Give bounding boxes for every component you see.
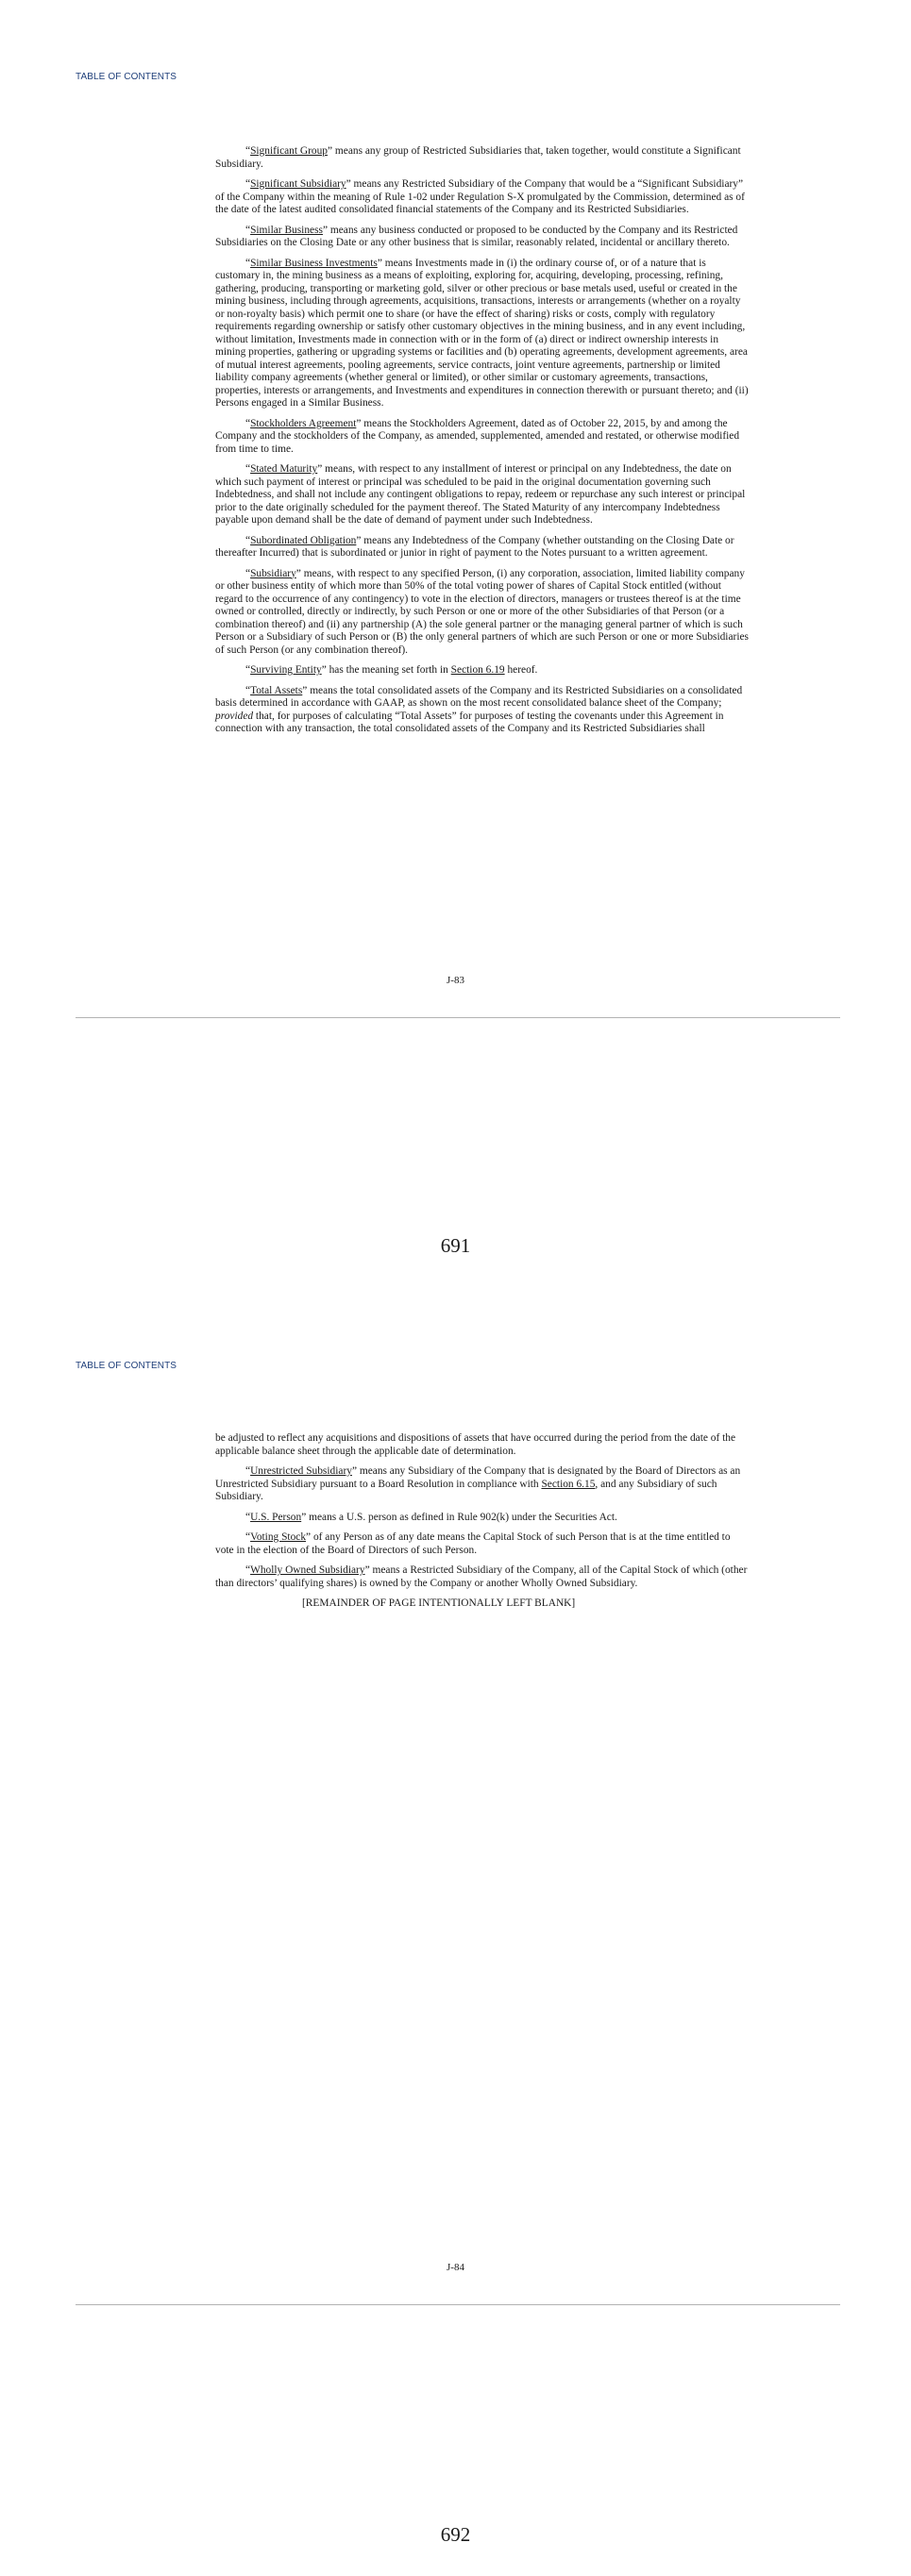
page-number: 691 (440, 1234, 471, 1257)
definition-similar-business: “Similar Business” means any business conducted or proposed to be conducted by the Company and its Restricted Subsidiaries on the Closing Date or any other business that is similar, reasonably related, incidental or ancillary thereto. (215, 224, 738, 248)
definition-unrestricted-subsidiary: “Unrestricted Subsidiary” means any Subsidiary of the Company that is designated by the Board of Directors as an Unrestricted Subsidiary pursuant to a Board Resolution in compliance with Section 6.15, and any Subsidiary of such Subsidiary. (215, 1465, 741, 1502)
page-number: 692 (440, 2523, 471, 2546)
remainder-blank-note: [REMAINDER OF PAGE INTENTIONALLY LEFT BLANK] (302, 1597, 576, 1609)
section-6-19-link[interactable]: Section 6.19 (450, 664, 505, 676)
definition-surviving-entity: “Surviving Entity” has the meaning set forth in Section 6.19 hereof. (245, 664, 538, 676)
table-of-contents-link[interactable]: TABLE OF CONTENTS (76, 1361, 177, 1371)
definition-similar-business-investments: “Similar Business Investments” means Investments made in (i) the ordinary course of, or of a nature that is customary in, the mining business as a means of exploiting, exploring for, acquiring, developing, processing, refining, gathering, producing, transporting or marketing gold, silver or other precious or base metals used, useful or created in the mining business, including through agreements, acquisitions, transactions, interests or arrangements (whether on a royalty or non-royalty basis) which permit one to share (or have the effect of sharing) risks or costs, comply with regulatory requirements regarding ownership or satisfy other customary objectives in the mining business, and in any event including, without limitation, Investments made in connection with or in the form of (a) direct or indirect ownership interests in mining properties, gathering or upgrading systems or facilities and (b) operating agreements, development agreements, area of mutual interest agreements, pooling agreements, service contracts, joint venture agreements, partnership or limited liability company agreements (whether general or limited), or other similar or customary agreements, transactions, properties, interests or arrangements, and Investments and expenditures in connection therewith or pursuant thereto; and (ii) Persons engaged in a Similar Business. (215, 257, 749, 409)
definition-significant-group: “Significant Group” means any group of Restricted Subsidiaries that, taken together, would constitute a Significant Subsidiary. (215, 145, 741, 170)
definition-wholly-owned-subsidiary: “Wholly Owned Subsidiary” means a Restricted Subsidiary of the Company, all of the Capital Stock of which (other than directors’ qualifying shares) is owned by the Company or another Wholly Owned Subsidiary. (215, 1564, 748, 1589)
definition-voting-stock: “Voting Stock” of any Person as of any date means the Capital Stock of such Person that is at the time entitled to vote in the election of the Board of Directors of such Person. (215, 1531, 731, 1556)
definition-subsidiary: “Subsidiary” means, with respect to any specified Person, (i) any corporation, association, limited liability company or other business entity of which more than 50% of the total voting power of shares of Capital Stock entitled (without regard to the occurrence of any contingency) to vote in the election of directors, managers or trustees thereof is at the time owned or controlled, directly or indirectly, by such Person or one or more of the other Subsidiaries of that Person (or a combination thereof) and (ii) any partnership (A) the sole general partner or the managing general partner of which is such Person or a Subsidiary of such Person or (B) the only general partners of which are such Person or one or more Subsidiaries of such Person (or any combination thereof). (215, 567, 749, 656)
page-691-body (215, 145, 751, 744)
definition-significant-subsidiary: “Significant Subsidiary” means any Restricted Subsidiary of the Company that would be a “Significant Subsidiary” of the Company within the meaning of Rule 1-02 under Regulation S-X promulgated by the Commission, determined as of the date of the latest audited consolidated financial statements of the Company and its Restricted Subsidiaries. (215, 178, 745, 215)
page-folio: J-83 (447, 975, 464, 986)
table-of-contents-link[interactable]: TABLE OF CONTENTS (76, 72, 177, 82)
page-692-body (215, 1432, 751, 1618)
definition-us-person: “U.S. Person” means a U.S. person as defined in Rule 902(k) under the Securities Act. (245, 1511, 617, 1523)
section-6-15-link[interactable]: Section 6.15 (541, 1478, 596, 1490)
page-divider (76, 1017, 840, 1018)
total-assets-continuation: be adjusted to reflect any acquisitions and dispositions of assets that have occurred during the period from the date of the applicable balance sheet through the applicable date of determination. (215, 1432, 736, 1457)
page-folio: J-84 (447, 2262, 464, 2273)
definition-subordinated-obligation: “Subordinated Obligation” means any Indebtedness of the Company (whether outstanding on the Closing Date or thereafter Incurred) that is subordinated or junior in right of payment to the Notes pursuant to a written agreement. (215, 534, 734, 559)
page-divider (76, 2304, 840, 2305)
definition-total-assets: “Total Assets” means the total consolidated assets of the Company and its Restricted Subsidiaries on a consolidated basis determined in accordance with GAAP, as shown on the most recent consolidated balance sheet of the Company; provided that, for purposes of calculating “Total Assets” for purposes of testing the covenants under this Agreement in connection with any transaction, the total consolidated assets of the Company and its Restricted Subsidiaries shall (215, 684, 743, 734)
definition-stated-maturity: “Stated Maturity” means, with respect to any installment of interest or principal on any Indebtedness, the date on which such payment of interest or principal was scheduled to be paid in the original documentation governing such Indebtedness, and shall not include any contingent obligations to repay, redeem or repurchase any such interest or principal prior to the date originally scheduled for the payment thereof. The Stated Maturity of any intercompany Indebtedness payable upon demand shall be the date of demand of payment under such Indebtedness. (215, 463, 746, 526)
definition-stockholders-agreement: “Stockholders Agreement” means the Stockholders Agreement, dated as of October 22, 2015, by and among the Company and the stockholders of the Company, as amended, supplemented, amended and restated, or otherwise modified from time to time. (215, 417, 740, 455)
